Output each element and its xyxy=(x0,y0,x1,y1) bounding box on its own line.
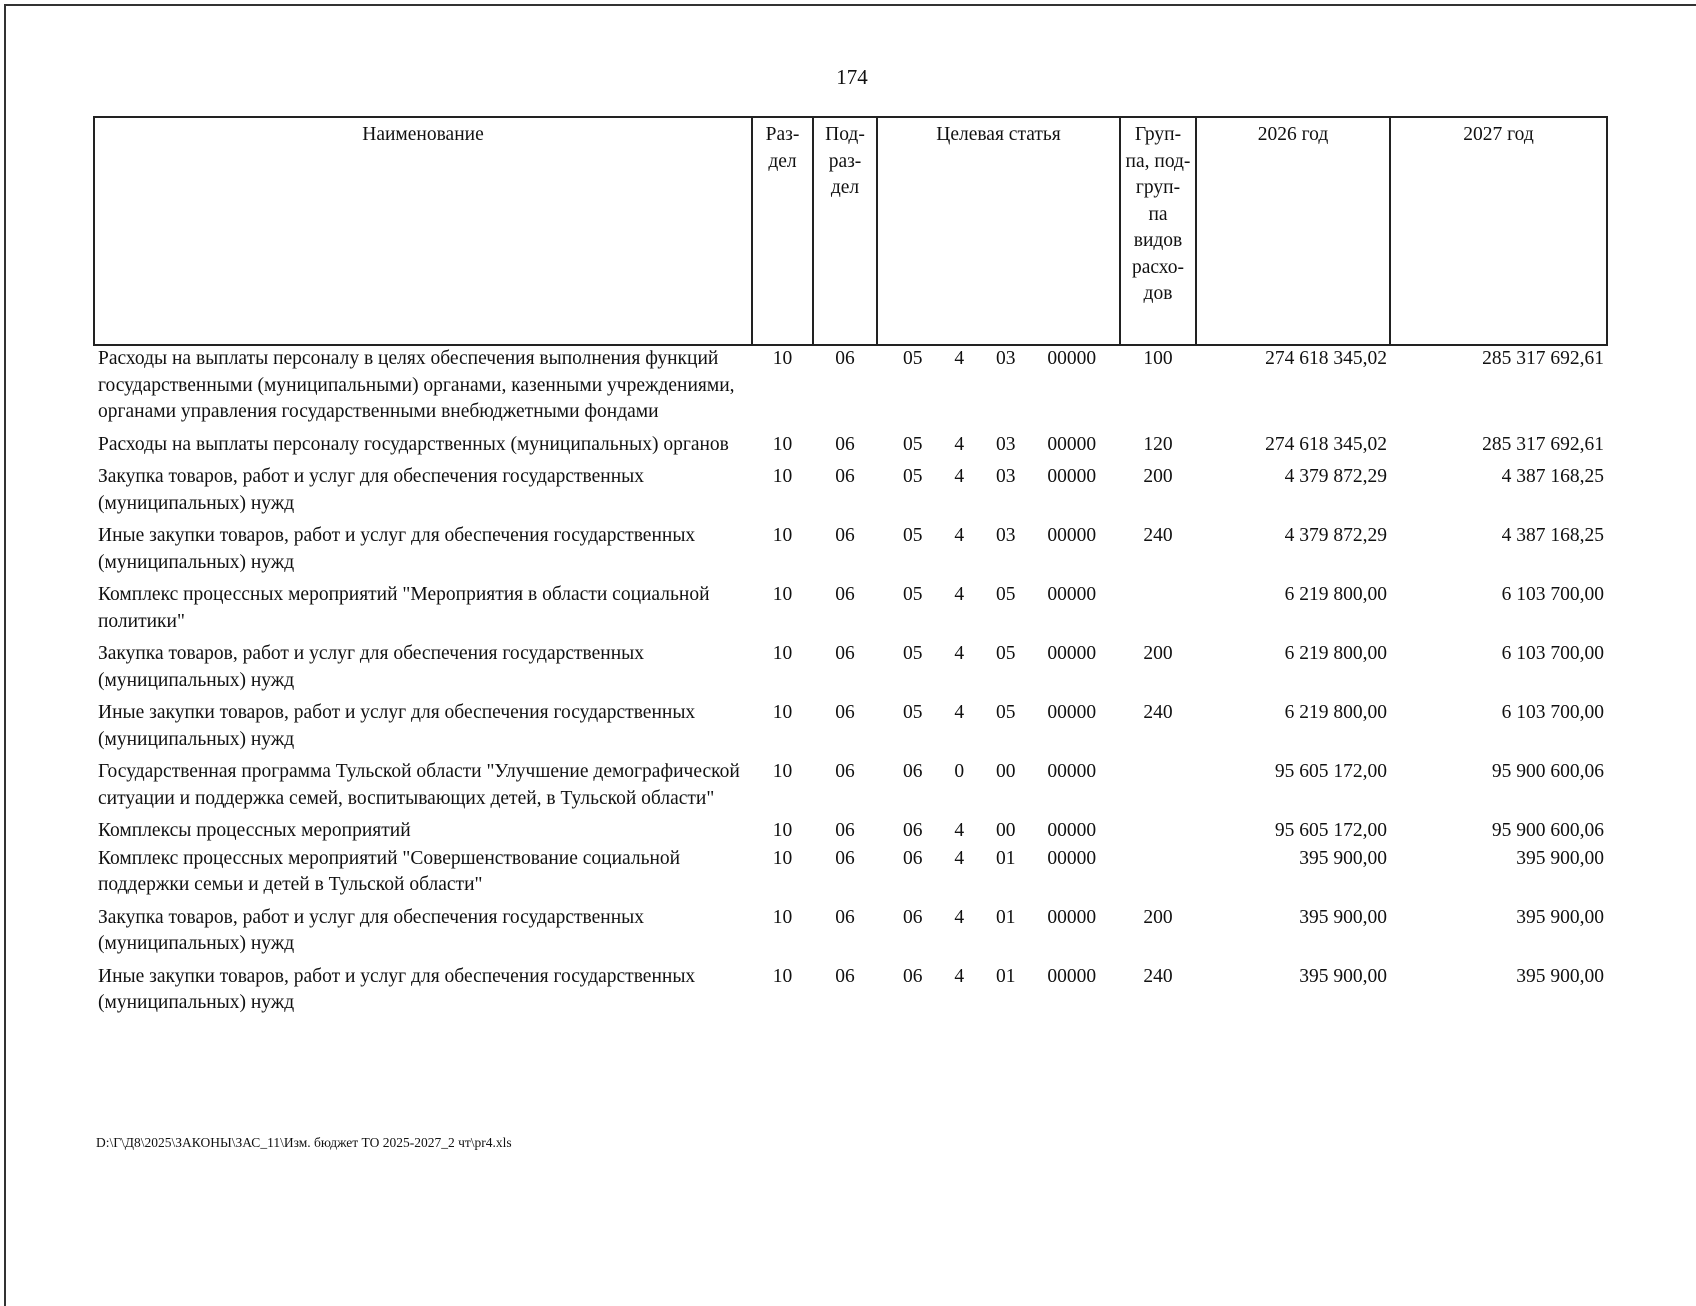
target-t3: 01 xyxy=(995,847,1016,869)
row-subsection: 06 xyxy=(835,348,855,369)
header-target: Целевая статья xyxy=(877,117,1120,345)
table-row xyxy=(94,641,1607,700)
target-t4: 00000 xyxy=(1047,847,1097,869)
row-section: 10 xyxy=(772,761,793,782)
table-row xyxy=(94,523,1607,582)
target-t3: 05 xyxy=(995,643,1016,664)
row-name: Государственная программа Тульской области "Улучшение демографической ситуации и поддержка семей, воспитывающих детей, в Тульской области" xyxy=(98,761,740,809)
row-group: 100 xyxy=(1143,348,1173,369)
target-t3: 03 xyxy=(995,525,1016,546)
target-t3: 03 xyxy=(995,433,1016,455)
target-t1: 06 xyxy=(902,820,923,841)
row-section: 10 xyxy=(772,702,793,723)
row-target-article xyxy=(877,846,1120,905)
row-2026: 6 219 800,00 xyxy=(1284,702,1387,723)
row-name: Иные закупки товаров, работ и услуг для обеспечения государственных (муниципальных) нужд xyxy=(98,525,696,573)
row-group xyxy=(1120,818,1196,846)
row-subsection: 06 xyxy=(835,433,855,455)
row-section: 10 xyxy=(772,348,793,369)
row-group: 200 xyxy=(1143,466,1173,487)
row-2027: 4 387 168,25 xyxy=(1501,525,1604,546)
header-2026: 2026 год xyxy=(1196,117,1390,345)
target-t1: 05 xyxy=(902,643,923,664)
target-t1: 06 xyxy=(902,761,923,782)
table-row xyxy=(94,464,1607,523)
row-target-article xyxy=(877,759,1120,818)
row-target-article xyxy=(877,964,1120,1023)
row-group: 120 xyxy=(1143,433,1173,455)
table-row xyxy=(94,759,1607,818)
header-name: Наименование xyxy=(94,117,752,345)
row-group: 200 xyxy=(1143,643,1173,664)
row-name: Расходы на выплаты персоналу государственных (муниципальных) органов xyxy=(98,433,729,455)
row-2026: 95 605 172,00 xyxy=(1274,820,1387,841)
row-target-article xyxy=(877,345,1120,432)
target-t3: 01 xyxy=(995,906,1016,928)
row-subsection: 06 xyxy=(835,702,855,723)
target-t4: 00000 xyxy=(1047,433,1097,455)
row-subsection: 06 xyxy=(835,525,855,546)
row-section: 10 xyxy=(772,643,793,664)
target-t1: 05 xyxy=(902,525,923,546)
page-number: 174 xyxy=(836,65,868,89)
row-2026: 4 379 872,29 xyxy=(1284,525,1387,546)
row-2026: 95 605 172,00 xyxy=(1274,761,1387,782)
target-t2: 4 xyxy=(954,584,965,605)
row-2027: 95 900 600,06 xyxy=(1491,761,1604,782)
target-t4: 00000 xyxy=(1047,584,1097,605)
target-t2: 4 xyxy=(954,525,965,546)
row-2026: 6 219 800,00 xyxy=(1284,584,1387,605)
target-t4: 00000 xyxy=(1047,466,1097,487)
row-2026: 395 900,00 xyxy=(1299,906,1387,928)
row-2027: 285 317 692,61 xyxy=(1482,348,1604,369)
target-t4: 00000 xyxy=(1047,525,1097,546)
row-target-article xyxy=(877,582,1120,641)
target-t3: 03 xyxy=(995,348,1016,369)
target-t4: 00000 xyxy=(1047,761,1097,782)
target-t4: 00000 xyxy=(1047,702,1097,723)
table-row xyxy=(94,964,1607,1023)
target-t1: 05 xyxy=(902,433,923,455)
row-2027: 395 900,00 xyxy=(1516,965,1604,987)
target-t2: 4 xyxy=(954,643,965,664)
target-t3: 05 xyxy=(995,702,1016,723)
row-section: 10 xyxy=(772,525,793,546)
row-2027: 95 900 600,06 xyxy=(1491,820,1604,841)
row-target-article xyxy=(877,641,1120,700)
target-t3: 00 xyxy=(995,820,1016,841)
row-name: Комплекс процессных мероприятий "Мероприятия в области социальной политики" xyxy=(98,584,710,632)
row-name: Комплекс процессных мероприятий "Совершенствование социальной поддержки семьи и детей в Тульской области" xyxy=(98,847,681,895)
table-row xyxy=(94,432,1607,465)
target-t1: 05 xyxy=(902,348,923,369)
row-group xyxy=(1120,846,1196,905)
target-t1: 06 xyxy=(902,847,923,869)
row-subsection: 06 xyxy=(835,761,855,782)
header-2027: 2027 год xyxy=(1390,117,1607,345)
target-t3: 03 xyxy=(995,466,1016,487)
target-t3: 01 xyxy=(995,965,1016,987)
target-t4: 00000 xyxy=(1047,643,1097,664)
table-row xyxy=(94,905,1607,964)
target-t4: 00000 xyxy=(1047,348,1097,369)
target-t1: 05 xyxy=(902,584,923,605)
target-t2: 0 xyxy=(954,761,965,782)
row-group: 200 xyxy=(1143,906,1173,928)
row-2026: 395 900,00 xyxy=(1299,965,1387,987)
target-t2: 4 xyxy=(954,702,965,723)
row-subsection: 06 xyxy=(835,584,855,605)
table-row xyxy=(94,818,1607,846)
row-name: Расходы на выплаты персоналу в целях обеспечения выполнения функций государственными (муниципальными) органами, казенными учреждениями, органами управления государственными внебюджетными фондами xyxy=(98,348,735,422)
row-group xyxy=(1120,759,1196,818)
target-t3: 05 xyxy=(995,584,1016,605)
row-2026: 4 379 872,29 xyxy=(1284,466,1387,487)
row-2027: 285 317 692,61 xyxy=(1482,433,1604,455)
row-2026: 6 219 800,00 xyxy=(1284,643,1387,664)
row-section: 10 xyxy=(772,965,793,987)
row-section: 10 xyxy=(772,584,793,605)
target-t2: 4 xyxy=(954,820,965,841)
row-name: Закупка товаров, работ и услуг для обеспечения государственных (муниципальных) нужд xyxy=(98,643,645,691)
row-subsection: 06 xyxy=(835,820,855,841)
row-target-article xyxy=(877,523,1120,582)
target-t2: 4 xyxy=(954,847,965,869)
row-target-article xyxy=(877,432,1120,465)
row-target-article xyxy=(877,700,1120,759)
header-section: Раз- дел xyxy=(752,117,813,345)
table-header-row xyxy=(94,117,1607,345)
row-2027: 395 900,00 xyxy=(1516,906,1604,928)
row-2026: 274 618 345,02 xyxy=(1265,433,1387,455)
header-group: Груп- па, под- груп- па видов расхо- дов xyxy=(1120,117,1196,345)
row-name: Иные закупки товаров, работ и услуг для обеспечения государственных (муниципальных) нужд xyxy=(98,702,696,750)
row-section: 10 xyxy=(772,847,793,869)
row-subsection: 06 xyxy=(835,906,855,928)
row-subsection: 06 xyxy=(835,847,855,869)
target-t4: 00000 xyxy=(1047,965,1097,987)
row-name: Иные закупки товаров, работ и услуг для обеспечения государственных (муниципальных) нужд xyxy=(98,965,696,1013)
row-group: 240 xyxy=(1143,965,1173,987)
target-t1: 06 xyxy=(902,906,923,928)
row-name: Комплексы процессных мероприятий xyxy=(98,820,411,841)
row-target-article xyxy=(877,818,1120,846)
target-t2: 4 xyxy=(954,348,965,369)
row-section: 10 xyxy=(772,906,793,928)
table-row xyxy=(94,582,1607,641)
row-name: Закупка товаров, работ и услуг для обеспечения государственных (муниципальных) нужд xyxy=(98,466,645,514)
target-t1: 05 xyxy=(902,466,923,487)
row-section: 10 xyxy=(772,433,793,455)
row-subsection: 06 xyxy=(835,643,855,664)
row-target-article xyxy=(877,464,1120,523)
target-t3: 00 xyxy=(995,761,1016,782)
row-section: 10 xyxy=(772,466,793,487)
table-row xyxy=(94,700,1607,759)
row-2027: 395 900,00 xyxy=(1516,847,1604,869)
target-t2: 4 xyxy=(954,965,965,987)
row-group: 240 xyxy=(1143,702,1173,723)
row-section: 10 xyxy=(772,820,793,841)
row-subsection: 06 xyxy=(835,466,855,487)
footer-file-path: D:\Г\Д8\2025\ЗАКОНЫ\ЗАС_11\Изм. бюджет ТО 2025-2027_2 чт\pr4.xls xyxy=(96,1135,512,1150)
budget-table xyxy=(93,116,1608,1023)
row-group xyxy=(1120,582,1196,641)
row-2027: 6 103 700,00 xyxy=(1501,584,1604,605)
row-name: Закупка товаров, работ и услуг для обеспечения государственных (муниципальных) нужд xyxy=(98,906,645,954)
target-t2: 4 xyxy=(954,906,965,928)
row-group: 240 xyxy=(1143,525,1173,546)
header-subsection: Под- раз- дел xyxy=(813,117,877,345)
row-2026: 395 900,00 xyxy=(1299,847,1387,869)
row-2027: 4 387 168,25 xyxy=(1501,466,1604,487)
table-row xyxy=(94,345,1607,432)
row-target-article xyxy=(877,905,1120,964)
row-2027: 6 103 700,00 xyxy=(1501,702,1604,723)
table-body xyxy=(94,345,1607,1023)
row-2027: 6 103 700,00 xyxy=(1501,643,1604,664)
target-t4: 00000 xyxy=(1047,820,1097,841)
target-t2: 4 xyxy=(954,433,965,455)
row-subsection: 06 xyxy=(835,965,855,987)
target-t2: 4 xyxy=(954,466,965,487)
row-2026: 274 618 345,02 xyxy=(1265,348,1387,369)
target-t1: 05 xyxy=(902,702,923,723)
table-row xyxy=(94,846,1607,905)
target-t4: 00000 xyxy=(1047,906,1097,928)
target-t1: 06 xyxy=(902,965,923,987)
